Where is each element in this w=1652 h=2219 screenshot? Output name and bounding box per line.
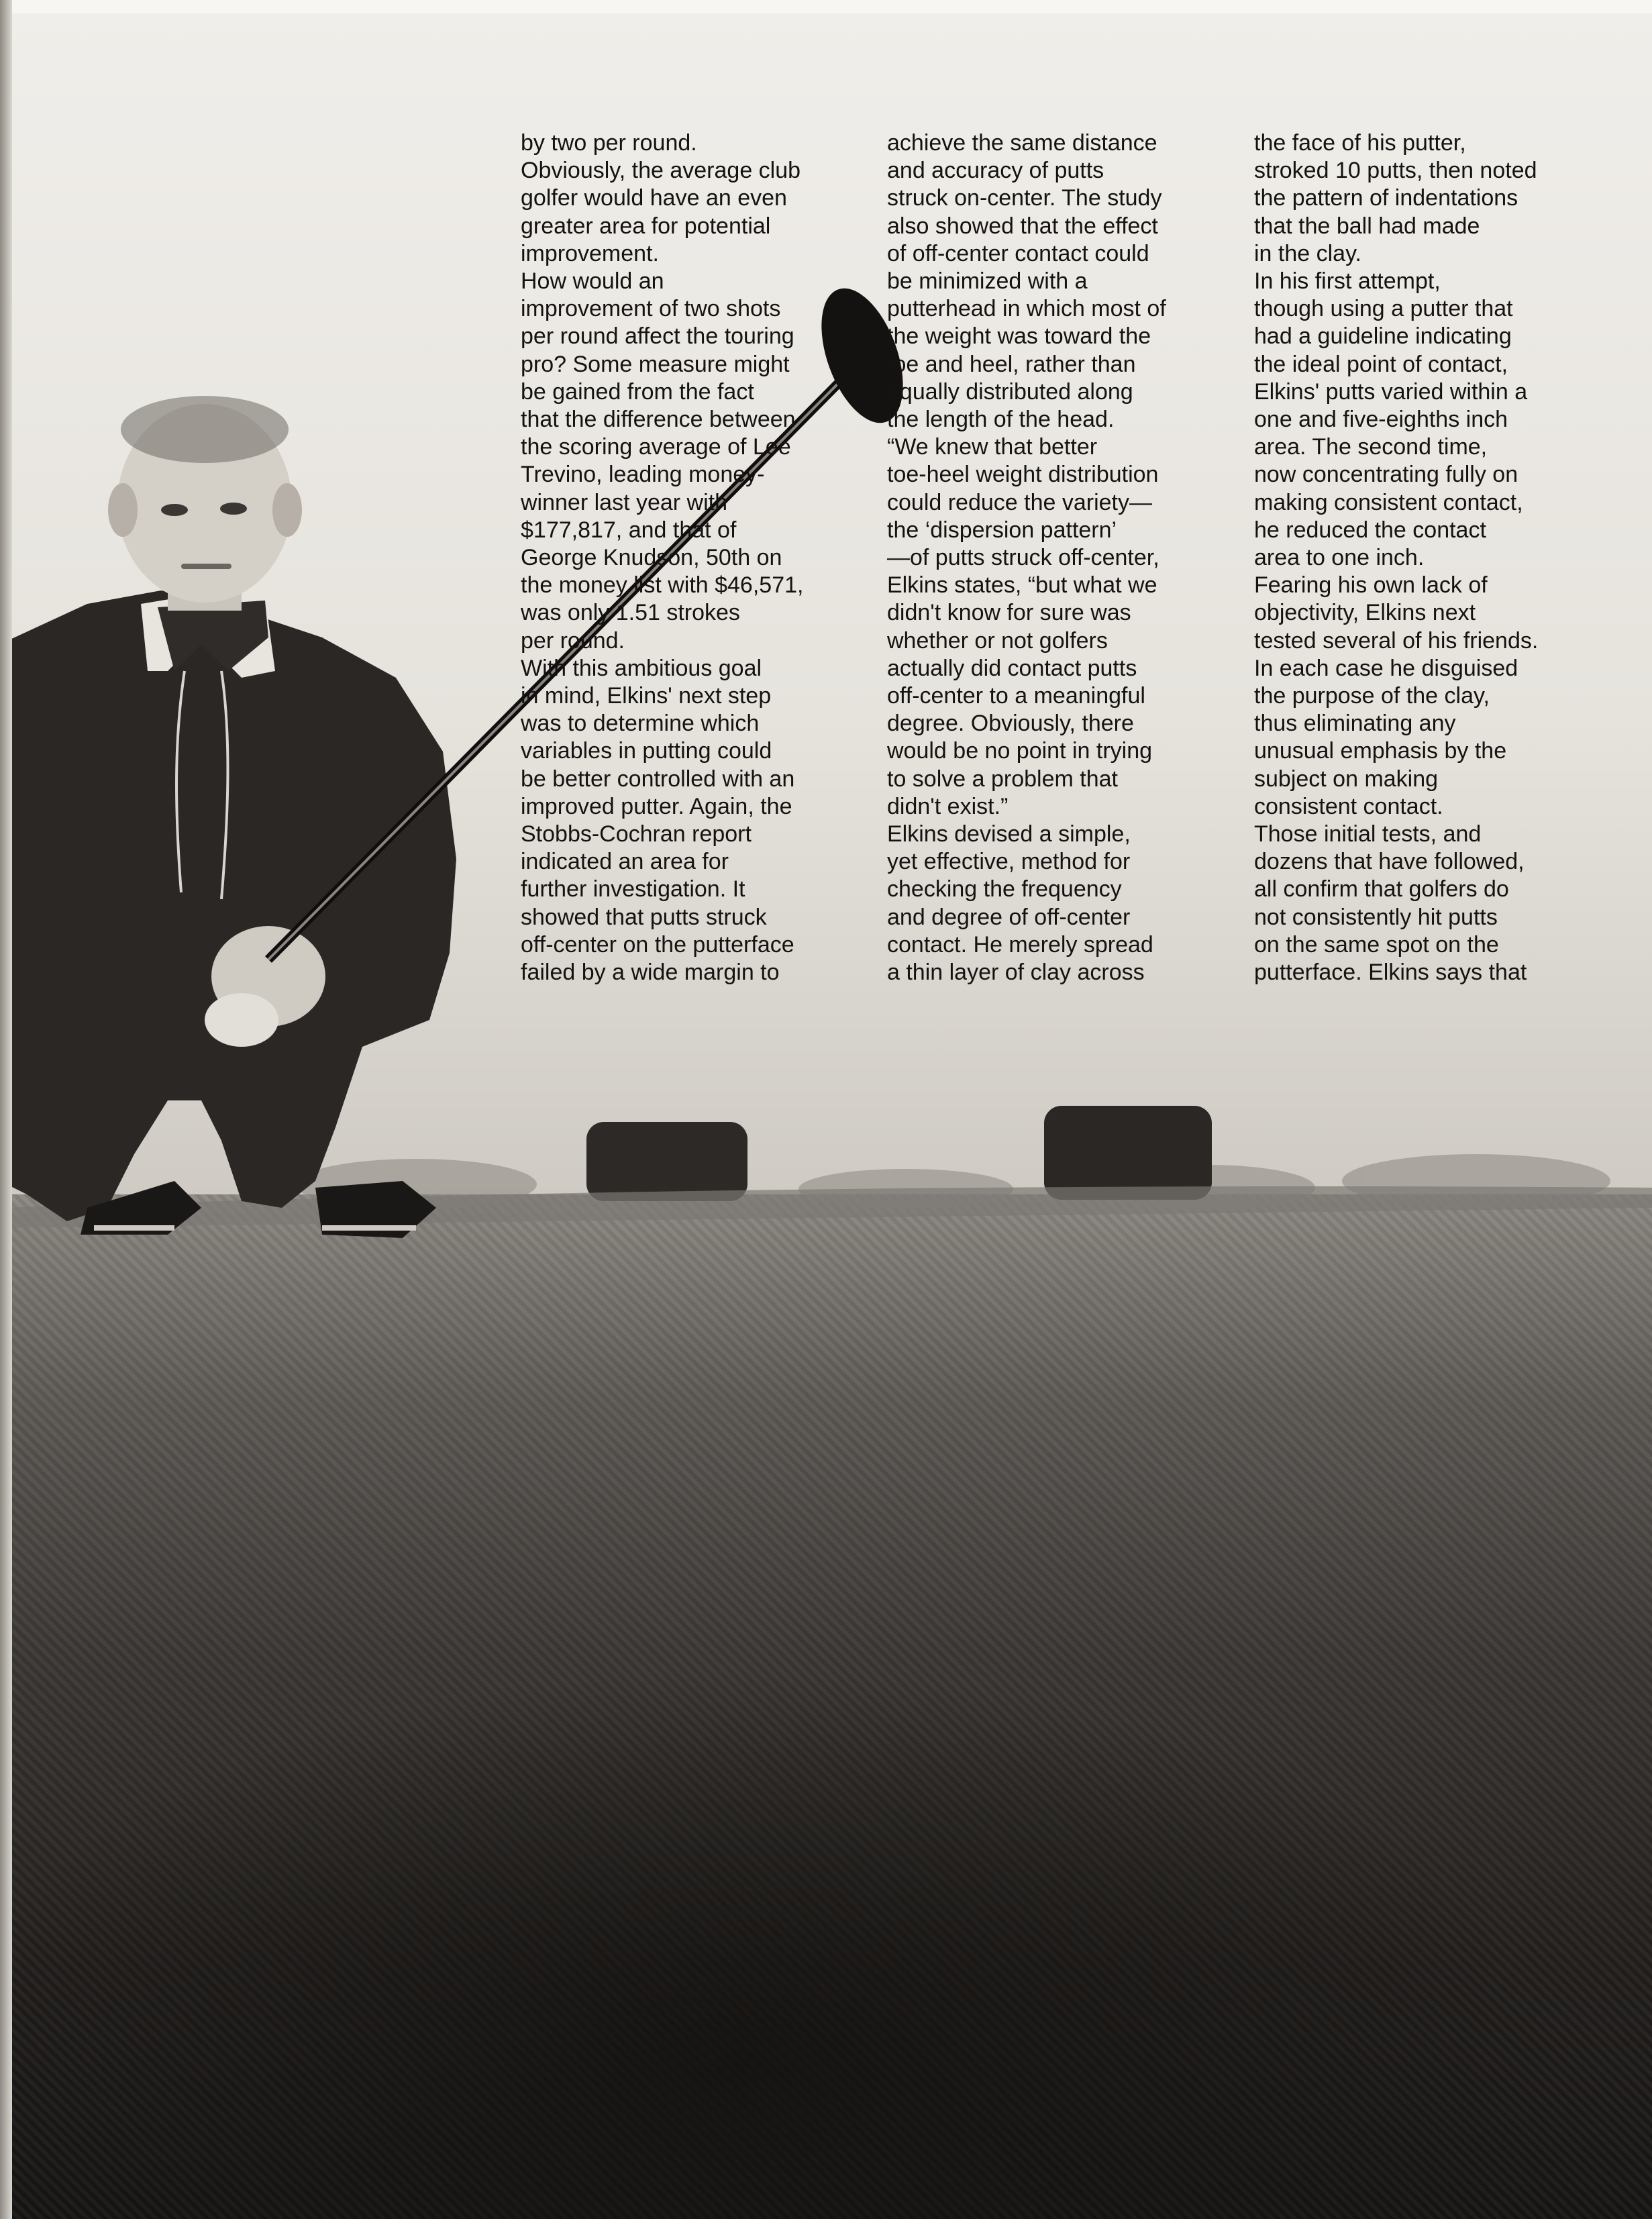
- page-spine: [0, 0, 12, 2219]
- article-column-3: the face of his putter, stroked 10 putts, then noted the pattern of indentations that the ball had made in the clay. In his first attempt, though using a putter that had a guideline indicating the ideal point of contact, Elkins' putts varied within a one and five-eighths inch area. The second time, now concentrating fully on making consistent contact, he reduced the contact area to one inch. Fearing his own lack of objectivity, Elkins next tested several of his friends. In each case he disguised the purpose of the clay, thus eliminating any unusual emphasis by the subject on making consistent contact. Those initial tests, and dozens that have followed, all confirm that golfers do not consistently hit putts on the same spot on the putterface. Elkins says that: [1254, 130, 1539, 986]
- golfer: [0, 396, 456, 1238]
- hedge-left: [586, 1122, 747, 1201]
- golfer-torso: [0, 590, 456, 1221]
- article-column-2: achieve the same distance and accuracy of putts struck on-center. The study also showed that the effect of off-center contact could be minimized with a putterhead in which most of the weight was toward the toe and heel, rather than equally distributed along the length of the head. “We knew that better toe-heel weight distribution could reduce the variety— the ‘dispersion pattern’ —of putts struck off-center, Elkins states, “but what we didn't know for sure was whether or not golfers actually did contact putts off-center to a meaningful degree. Obviously, there would be no point in trying to solve a problem that didn't exist.” Elkins devised a simple, yet effective, method for checking the frequency and degree of off-center contact. He merely spread a thin layer of clay across: [887, 130, 1166, 986]
- hedge-right: [1044, 1106, 1212, 1200]
- article-column-1: by two per round. Obviously, the average club golfer would have an even greater area for potential improvement. How would an improvement of two shots per round affect the touring pro? Some measure might be gained from the fact that the difference between the scoring average of Lee Trevino, leading money- winner last year with $177,817, and that of George Knudson, 50th on the money list with $46,571, was only 1.51 strokes per round. With this ambitious goal in mind, Elkins' next step was to determine which variables in putting could be better controlled with an improved putter. Again, the Stobbs-Cochran report indicated an area for further investigation. It showed that putts struck off-center on the putterface failed by a wide margin to: [521, 130, 804, 986]
